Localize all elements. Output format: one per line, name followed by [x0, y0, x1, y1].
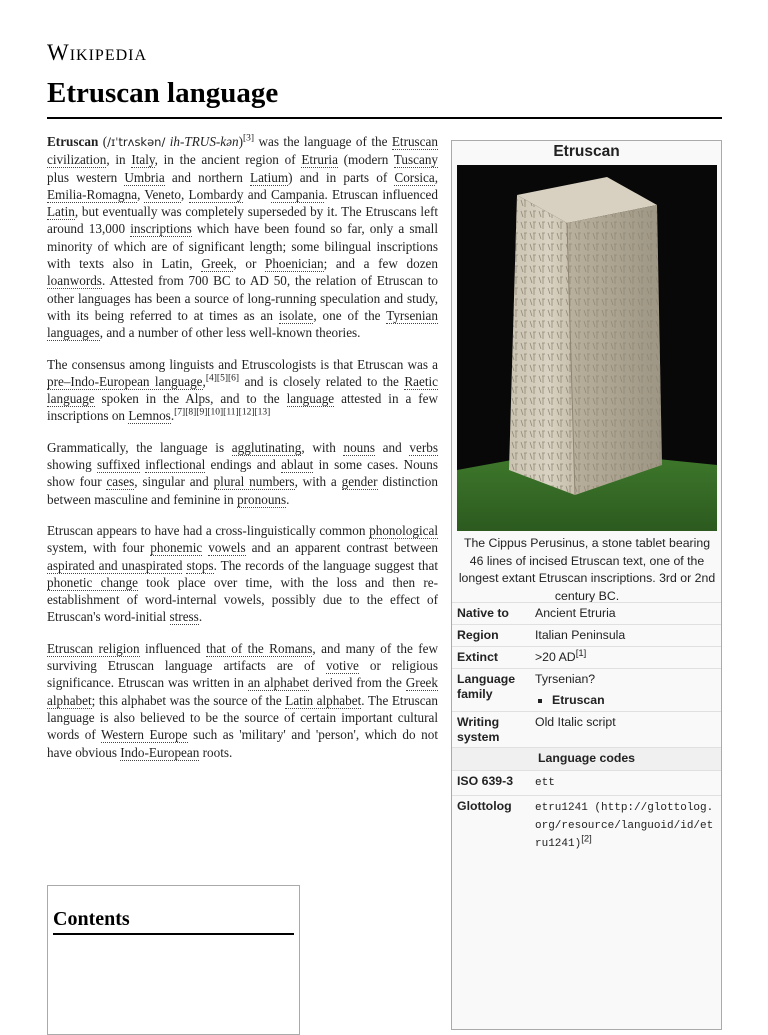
link-plural-numbers[interactable]: plural numbers	[213, 474, 295, 490]
link-umbria[interactable]: Umbria	[124, 169, 165, 185]
article-body	[47, 133, 438, 775]
link-verbs[interactable]: verbs	[409, 439, 438, 455]
label-writing-system: Writing system	[457, 715, 500, 744]
link-votive[interactable]: votive	[325, 658, 359, 674]
link-corsica[interactable]: Corsica	[394, 169, 435, 185]
link-greek[interactable]: Greek	[201, 256, 234, 272]
link-isolate[interactable]: isolate	[278, 307, 314, 323]
link-nouns[interactable]: nouns	[343, 439, 375, 455]
link-aspirated-unaspirated[interactable]: aspirated and unaspirated	[47, 557, 183, 573]
value-native-to: Ancient Etruria	[535, 606, 616, 620]
value-region: Italian Peninsula	[535, 628, 626, 642]
link-tyrsenian-languages[interactable]: Tyrsenian languages	[47, 307, 438, 341]
link-phonological[interactable]: phonological	[369, 522, 438, 538]
value-writing-system: Old Italic script	[535, 715, 616, 729]
link-inscriptions[interactable]: inscriptions	[130, 221, 192, 237]
respelling[interactable]: ih-TRUS-kən	[169, 134, 239, 149]
link-vowels[interactable]: vowels	[208, 540, 246, 556]
infobox	[451, 140, 722, 1030]
table-of-contents	[47, 885, 300, 1035]
row-region	[452, 624, 721, 646]
link-italy[interactable]: Italy	[131, 152, 155, 168]
value-glottolog: etru1241 (http://glottolog.org/resource/languoid/id/etru1241)[2]	[535, 802, 714, 850]
references-7-13[interactable]: [7][8][9][10][11][12][13]	[174, 408, 271, 419]
label-native-to: Native to	[457, 606, 509, 620]
link-cases[interactable]: cases	[106, 474, 135, 490]
link-etruscan-religion[interactable]: Etruscan religion	[47, 640, 140, 656]
link-greek-alphabet[interactable]: Greek alphabet	[47, 675, 438, 708]
paragraph-religion-writing: Etruscan religion influenced that of the Romans, and many of the few surviving Etruscan language artifacts are of votive or religious significance. Etruscan was written in an alphabet derived from the Greek alphabet; this alphabet was the source of the Latin alphabet. The Etruscan language is also believed to be the source of certain important cultural words of Western Europe such as 'military' and 'person', which do not have obvious Indo-European roots.	[47, 640, 439, 760]
link-gender[interactable]: gender	[341, 474, 378, 490]
link-emilia-romagna[interactable]: Emilia-Romagna	[47, 186, 138, 202]
value-extinct: >20 AD[1]	[535, 647, 587, 664]
wikipedia-wordmark[interactable]: Wikipedia	[47, 40, 148, 65]
link-pronouns[interactable]: pronouns	[237, 491, 287, 507]
link-lemnos[interactable]: Lemnos	[128, 408, 171, 424]
paragraph-classification: The consensus among linguists and Etruscologists is that Etruscan was a pre–Indo-European language,[4][5][6] and is closely related to the Raetic language spoken in the Alps, and to the language attested in a few inscriptions on Lemnos.[7][8][9][10][11][12][13]	[47, 356, 438, 424]
row-writing-system	[452, 711, 721, 747]
link-etruscan-civilization[interactable]: Etruscan civilization	[47, 134, 438, 168]
reference-2[interactable]: [2]	[581, 833, 592, 845]
value-iso-639-3: ett	[535, 777, 555, 789]
row-language-family	[452, 668, 721, 711]
link-tuscany[interactable]: Tuscany	[393, 152, 439, 168]
link-lombardy[interactable]: Lombardy	[188, 186, 244, 202]
title-divider	[47, 117, 722, 119]
link-lemnian-language[interactable]: language	[286, 391, 335, 407]
link-phonetic-change[interactable]: phonetic change	[47, 574, 138, 590]
infobox-fields	[452, 602, 721, 856]
link-suffixed[interactable]: suffixed	[96, 457, 140, 473]
references-4-6[interactable]: [4][5][6]	[205, 373, 240, 384]
reference-3[interactable]: [3]	[243, 133, 255, 144]
link-campania[interactable]: Campania	[270, 186, 325, 202]
label-extinct: Extinct	[457, 650, 498, 664]
link-pre-indo-european[interactable]: pre–Indo-European language	[47, 373, 203, 389]
link-stress[interactable]: stress	[169, 609, 199, 625]
label-iso-639-3: ISO 639-3	[457, 774, 514, 788]
link-etruscan-alphabet[interactable]: an alphabet	[247, 675, 309, 691]
family-item-etruscan: ▪ Etruscan	[552, 693, 717, 708]
image-caption: The Cippus Perusinus, a stone tablet bearing 46 lines of incised Etruscan text, one of the longest extant Etruscan inscriptions. 3rd or 2nd century BC.	[458, 536, 716, 603]
link-latium[interactable]: Latium	[250, 169, 289, 185]
paragraph-intro: Etruscan (/ɪˈtrʌskən/ ih-TRUS-kən)[3] was the language of the Etruscan civilization, in Italy, in the ancient region of Etruria (modern Tuscany plus western Umbria and northern Latium) and in parts of Corsica, Emilia-Romagna, Veneto, Lombardy and Campania. Etruscan influenced Latin, but eventually was completely superseded by it. The Etruscans left around 13,000 inscriptions which have been found so far, only a small minority of which are of significant length; some bilingual inscriptions with texts also in Latin, Greek, or Phoenician; and a few dozen loanwords. Attested from 700 BC to AD 50, the relation of Etruscan to other languages has been a source of long-running speculation and study, with its being referred to at times as an isolate, one of the Tyrsenian languages, and a number of other less well-known theories.	[47, 133, 439, 341]
link-western-europe[interactable]: Western Europe	[101, 727, 188, 743]
toc-heading: Contents	[53, 908, 294, 935]
link-latin[interactable]: Latin	[47, 204, 75, 220]
link-roman-religion[interactable]: that of the Romans	[206, 640, 313, 656]
row-glottolog	[452, 795, 721, 856]
infobox-title: Etruscan	[553, 143, 620, 160]
lead-term: Etruscan	[47, 134, 99, 149]
link-etruria[interactable]: Etruria	[301, 152, 338, 168]
link-raetic-language[interactable]: Raetic language	[47, 373, 438, 407]
link-loanwords[interactable]: loanwords	[47, 273, 102, 289]
link-indo-european[interactable]: Indo-European	[120, 744, 200, 760]
label-glottolog: Glottolog	[457, 799, 512, 813]
row-native-to	[452, 602, 721, 624]
reference-1[interactable]: [1]	[575, 647, 587, 659]
cippus-perusinus-image[interactable]	[457, 165, 717, 531]
value-language-family: Tyrsenian? ▪ Etruscan	[531, 669, 721, 711]
label-language-family: Language family	[457, 672, 516, 701]
link-inflectional[interactable]: inflectional	[145, 457, 206, 473]
page-title: Etruscan language	[47, 77, 279, 109]
paragraph-grammar: Grammatically, the language is agglutinating, with nouns and verbs showing suffixed inflectional endings and ablaut in some cases. Nouns show four cases, singular and plural numbers, with a gender distinction between masculine and feminine in pronouns.	[47, 439, 438, 507]
link-ablaut[interactable]: ablaut	[281, 457, 314, 473]
language-codes-heading: Language codes	[452, 747, 721, 770]
link-latin-alphabet[interactable]: Latin alphabet	[285, 692, 362, 708]
stone-tablet-photo-icon	[457, 165, 717, 531]
link-phoenician[interactable]: Phoenician	[265, 256, 324, 272]
row-extinct	[452, 646, 721, 668]
row-iso-639-3	[452, 770, 721, 795]
link-agglutinating[interactable]: agglutinating	[231, 439, 302, 455]
link-veneto[interactable]: Veneto	[144, 186, 182, 202]
paragraph-phonology: Etruscan appears to have had a cross-linguistically common phonological system, with four phonemic vowels and an apparent contrast between aspirated and unaspirated stops. The records of the language suggest that phonetic change took place over time, with the loss and then re-establishment of word-internal vowels, possibly due to the effect of Etruscan's word-initial stress.	[47, 522, 439, 625]
link-phonemic[interactable]: phonemic	[150, 540, 203, 556]
ipa-pronunciation[interactable]: /ɪˈtrʌskən/	[107, 135, 166, 149]
link-stops[interactable]: stops	[186, 557, 214, 573]
family-tree	[535, 693, 717, 708]
label-region: Region	[457, 628, 499, 642]
